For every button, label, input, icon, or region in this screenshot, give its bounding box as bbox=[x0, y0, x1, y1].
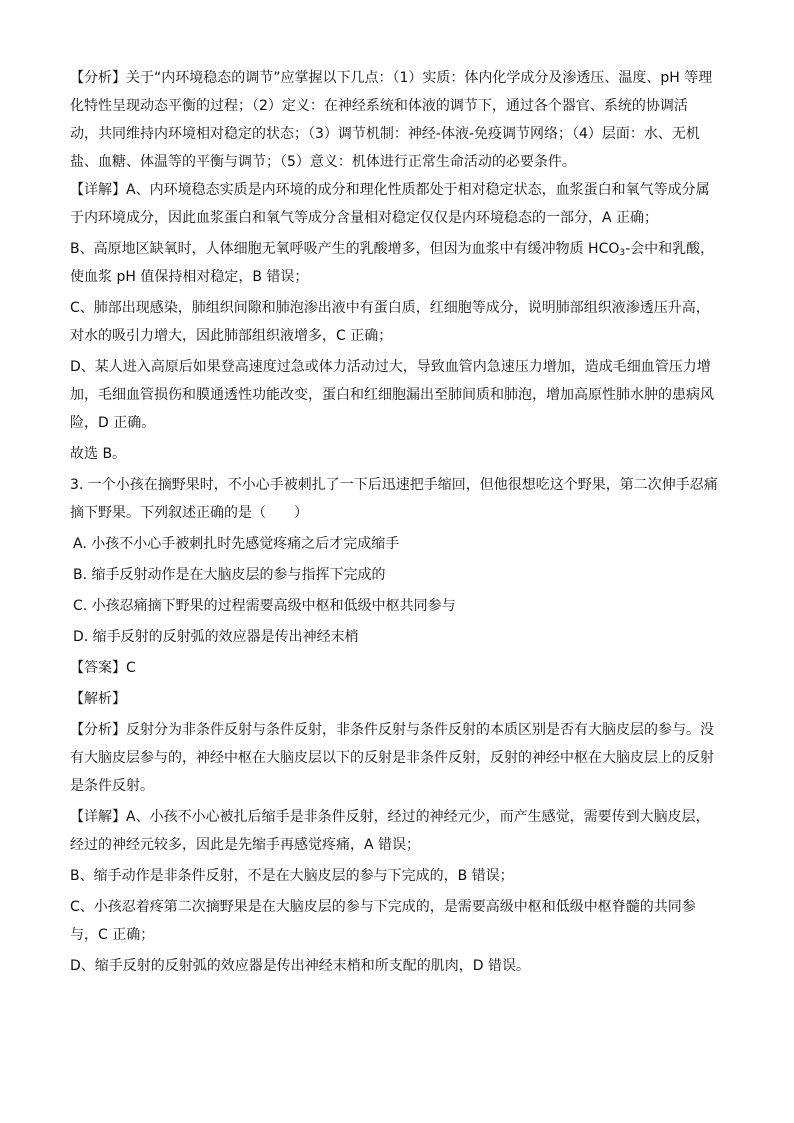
text-line: C、小孩忍着疼第二次摘野果是在大脑皮层的参与下完成的，是需要高级中枢和低级中枢脊髓的共同参 bbox=[70, 899, 696, 915]
text-line: 是条件反射。 bbox=[70, 778, 154, 794]
text-fragment: -会中和乳酸， bbox=[625, 241, 715, 257]
question-stem: 3. 一个小孩在摘野果时，不小心手被刺扎了一下后迅速把手缩回，但他很想吃这个野果，第二次伸手忍痛 bbox=[70, 477, 718, 493]
option-d: D. 缩手反射的反射弧的效应器是传出神经末梢 bbox=[73, 629, 359, 645]
question-stem: 摘下野果。下列叙述正确的是（ ） bbox=[70, 505, 308, 521]
text-line: 【详解】A、内环境稳态实质是内环境的成分和理化性质都处于相对稳定状态，血浆蛋白和氧气等成分属 bbox=[70, 182, 710, 198]
document-page bbox=[70, 64, 730, 980]
text-line bbox=[70, 235, 730, 263]
text-line: 经过的神经元较多，因此是先缩手再感觉疼痛，A 错误； bbox=[70, 837, 421, 853]
text-line: 加，毛细血管损伤和膜通透性功能改变，蛋白和红细胞漏出至肺间质和肺泡，增加高原性肺水肿的患病风 bbox=[70, 387, 714, 403]
conclusion: 故选 B。 bbox=[70, 446, 127, 462]
text-line: C、肺部出现感染，肺组织间隙和肺泡渗出液中有蛋白质，红细胞等成分，说明肺部组织液渗透压升高， bbox=[70, 300, 710, 316]
detail-paragraph bbox=[70, 176, 730, 468]
text-line: 与，C 正确； bbox=[70, 927, 155, 943]
option-c: C. 小孩忍痛摘下野果的过程需要高级中枢和低级中枢共同参与 bbox=[73, 598, 456, 614]
subscript: 3 bbox=[619, 248, 626, 258]
explanation-label: 【解析】 bbox=[70, 691, 126, 707]
text-line: 于内环境成分，因此血浆蛋白和氧气等成分含量相对稳定仅仅是内环境稳态的一部分，A 正确； bbox=[70, 210, 659, 226]
option-b: B. 缩手反射动作是在大脑皮层的参与指挥下完成的 bbox=[73, 567, 386, 583]
text-line: 使血浆 pH 值保持相对稳定，B 错误； bbox=[70, 269, 309, 285]
analysis-paragraph bbox=[70, 64, 730, 176]
text-line: 动，共同维持内环境相对稳定的状态；（3）调节机制：神经-体液-免疫调节网络；（4）层面：水、无机 bbox=[70, 126, 700, 142]
text-line: 对水的吸引力增大，因此肺部组织液增多，C 正确； bbox=[70, 328, 393, 344]
text-line: B、缩手动作是非条件反射，不是在大脑皮层的参与下完成的，B 错误； bbox=[70, 868, 514, 884]
text-line: 险，D 正确。 bbox=[70, 415, 156, 431]
text-line: 【详解】A、小孩不小心被扎后缩手是非条件反射，经过的神经元少，而产生感觉，需要传到大脑皮层， bbox=[70, 809, 710, 825]
text-line: 化特性呈现动态平衡的过程；（2）定义：在神经系统和体液的调节下，通过各个器官、系统的协调活 bbox=[70, 98, 688, 114]
question-3 bbox=[70, 471, 730, 980]
text-line: 有大脑皮层参与的，神经中枢在大脑皮层以下的反射是非条件反射，反射的神经中枢在大脑皮层上的反射 bbox=[70, 750, 714, 766]
text-line: 【分析】反射分为非条件反射与条件反射，非条件反射与条件反射的本质区别是否有大脑皮层的参与。没 bbox=[70, 722, 714, 738]
text-line: 【分析】关于“内环境稳态的调节”应掌握以下几点：（1）实质：体内化学成分及渗透压、温度、pH 等理 bbox=[70, 70, 713, 86]
option-a: A. 小孩不小心手被刺扎时先感觉疼痛之后才完成缩手 bbox=[73, 536, 400, 552]
text-line: 盐、血糖、体温等的平衡与调节；（5）意义：机体进行正常生命活动的必要条件。 bbox=[70, 154, 576, 170]
text-fragment: B、高原地区缺氧时，人体细胞无氧呼吸产生的乳酸增多，但因为血浆中有缓冲物质 HCO bbox=[70, 241, 620, 257]
text-line: D、缩手反射的反射弧的效应器是传出神经末梢和所支配的肌肉，D 错误。 bbox=[70, 958, 531, 974]
answer-label: 【答案】C bbox=[70, 660, 136, 676]
text-line: D、某人进入高原后如果登高速度过急或体力活动过大，导致血管内急速压力增加，造成毛细血管压力增 bbox=[70, 359, 711, 375]
